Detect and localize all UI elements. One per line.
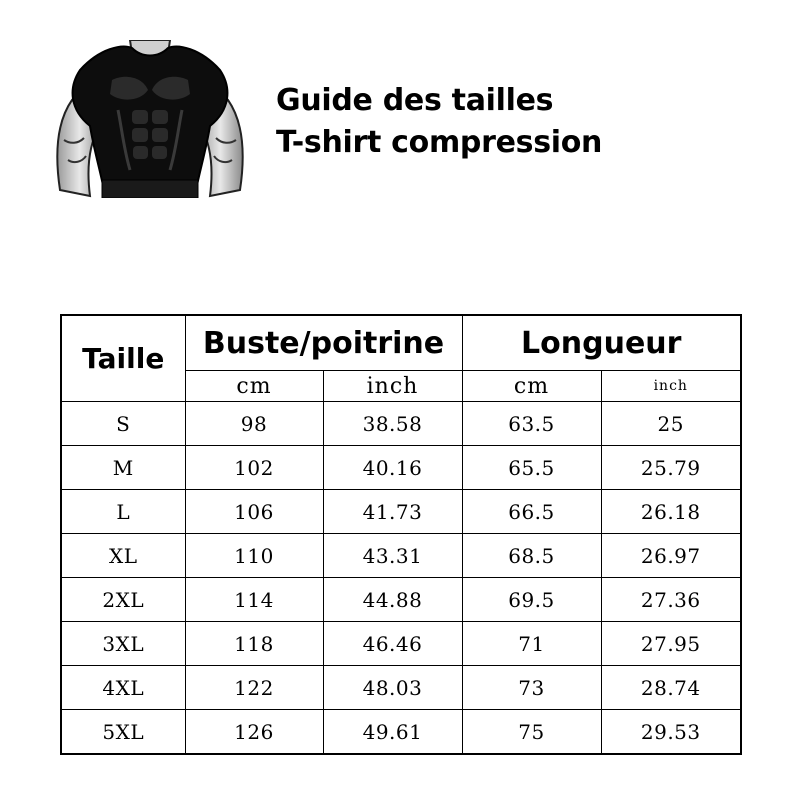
bust-cm-cell: 118	[185, 622, 323, 666]
bust-cm-cell: 126	[185, 710, 323, 755]
length-inch-cell: 29.53	[601, 710, 741, 755]
title-line-1: Guide des tailles	[276, 83, 554, 118]
size-cell: 4XL	[61, 666, 185, 710]
length-cm-cell: 68.5	[462, 534, 601, 578]
length-inch-cell: 26.18	[601, 490, 741, 534]
bust-inch-cell: 41.73	[323, 490, 462, 534]
size-cell: M	[61, 446, 185, 490]
table-row	[61, 402, 741, 446]
length-cm-cell: 71	[462, 622, 601, 666]
table-row	[61, 710, 741, 755]
length-cm-cell: 69.5	[462, 578, 601, 622]
header-longueur: Longueur	[462, 315, 741, 371]
length-cm-cell: 66.5	[462, 490, 601, 534]
length-cm-cell: 75	[462, 710, 601, 755]
length-cm-cell: 65.5	[462, 446, 601, 490]
length-inch-cell: 27.36	[601, 578, 741, 622]
header-buste-cm: cm	[185, 371, 323, 402]
size-chart-table	[60, 314, 742, 755]
table-row	[61, 622, 741, 666]
bust-inch-cell: 38.58	[323, 402, 462, 446]
bust-cm-cell: 122	[185, 666, 323, 710]
bust-cm-cell: 102	[185, 446, 323, 490]
bust-cm-cell: 114	[185, 578, 323, 622]
bust-inch-cell: 44.88	[323, 578, 462, 622]
bust-inch-cell: 40.16	[323, 446, 462, 490]
bust-cm-cell: 110	[185, 534, 323, 578]
length-inch-cell: 25.79	[601, 446, 741, 490]
table-row	[61, 534, 741, 578]
length-inch-cell: 28.74	[601, 666, 741, 710]
size-cell: 3XL	[61, 622, 185, 666]
page-title	[276, 80, 602, 164]
table-row	[61, 490, 741, 534]
bust-cm-cell: 106	[185, 490, 323, 534]
length-cm-cell: 63.5	[462, 402, 601, 446]
muscular-torso-shirt-icon	[50, 40, 250, 198]
header-longueur-inch: inch	[601, 371, 741, 402]
size-cell: 2XL	[61, 578, 185, 622]
length-inch-cell: 27.95	[601, 622, 741, 666]
bust-cm-cell: 98	[185, 402, 323, 446]
header-buste-inch: inch	[323, 371, 462, 402]
size-cell: S	[61, 402, 185, 446]
length-cm-cell: 73	[462, 666, 601, 710]
table-row	[61, 578, 741, 622]
bust-inch-cell: 46.46	[323, 622, 462, 666]
size-cell: XL	[61, 534, 185, 578]
table-row	[61, 446, 741, 490]
header-buste: Buste/poitrine	[185, 315, 462, 371]
table-row	[61, 666, 741, 710]
length-inch-cell: 25	[601, 402, 741, 446]
header-taille: Taille	[61, 315, 185, 402]
size-cell: L	[61, 490, 185, 534]
header-longueur-cm: cm	[462, 371, 601, 402]
length-inch-cell: 26.97	[601, 534, 741, 578]
title-line-2: T-shirt compression	[276, 125, 603, 160]
bust-inch-cell: 49.61	[323, 710, 462, 755]
bust-inch-cell: 43.31	[323, 534, 462, 578]
size-cell: 5XL	[61, 710, 185, 755]
bust-inch-cell: 48.03	[323, 666, 462, 710]
